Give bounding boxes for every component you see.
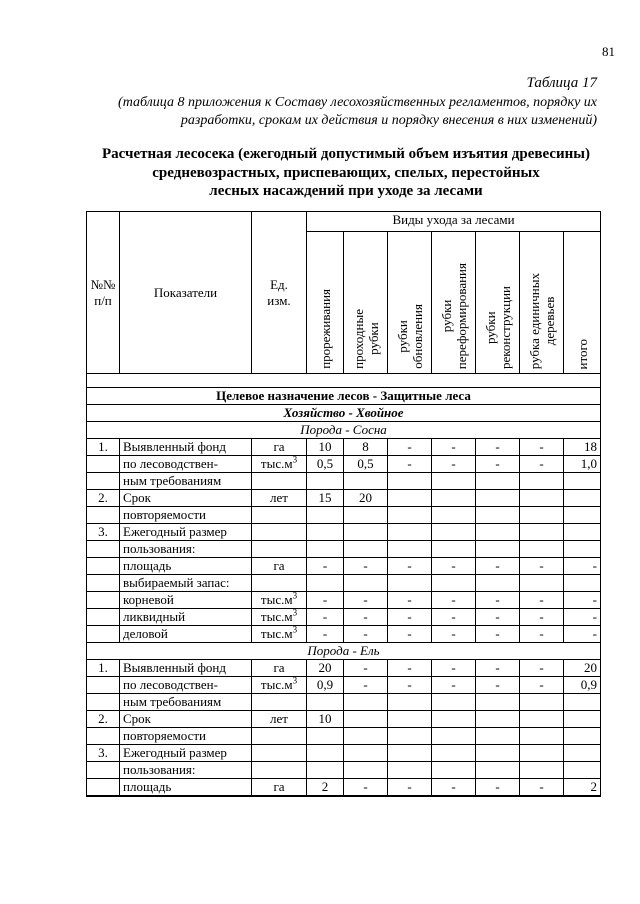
value-cell: - <box>344 558 388 575</box>
value-cell <box>520 524 564 541</box>
row-label: повторяемости <box>120 507 252 524</box>
value-cell <box>307 694 344 711</box>
row-unit <box>252 558 307 575</box>
value-cell: - <box>307 592 344 609</box>
empty-cell <box>307 796 344 797</box>
value-cell: 0,9 <box>307 677 344 694</box>
value-cell <box>476 524 520 541</box>
empty-row <box>87 796 601 797</box>
table-row <box>87 456 601 473</box>
row-label: площадь <box>120 558 252 575</box>
row-unit <box>252 575 307 592</box>
unit-text: га <box>273 558 285 573</box>
value-cell <box>520 490 564 507</box>
table-label: Таблица 17 <box>526 75 597 91</box>
value-cell <box>520 762 564 779</box>
row-number <box>87 728 120 745</box>
table-subtitle: (таблица 8 приложения к Составу лесохозяйственных регламентов, порядку их разработки, срокам их действия и порядку внесения в них изменений) <box>118 95 597 128</box>
table-row <box>87 728 601 745</box>
value-cell <box>307 728 344 745</box>
value-cell <box>307 473 344 490</box>
value-cell: - <box>520 609 564 626</box>
table-row <box>87 473 601 490</box>
row-number <box>87 558 120 575</box>
value-cell: - <box>476 609 520 626</box>
value-cell <box>432 541 476 558</box>
row-number <box>87 456 120 473</box>
value-cell <box>476 711 520 728</box>
row-number: 2. <box>87 711 120 728</box>
unit-text: га <box>273 779 285 794</box>
unit-superscript: 3 <box>292 625 298 635</box>
empty-cell <box>476 796 520 797</box>
table-row <box>87 762 601 779</box>
value-cell: - <box>520 779 564 796</box>
header-type: рубки обновления <box>388 232 432 374</box>
value-cell: - <box>432 660 476 677</box>
value-cell <box>520 745 564 762</box>
unit-superscript: 3 <box>292 608 298 618</box>
value-cell <box>476 541 520 558</box>
value-cell <box>520 473 564 490</box>
value-cell: 0,9 <box>564 677 601 694</box>
document-title <box>60 145 632 201</box>
value-cell: - <box>476 660 520 677</box>
value-cell <box>564 473 601 490</box>
row-unit <box>252 711 307 728</box>
row-unit <box>252 745 307 762</box>
value-cell <box>388 728 432 745</box>
header-indicator: Показатели <box>120 212 252 374</box>
value-cell <box>388 541 432 558</box>
value-cell: 2 <box>307 779 344 796</box>
value-cell <box>564 728 601 745</box>
table-row <box>87 575 601 592</box>
row-unit <box>252 473 307 490</box>
value-cell <box>520 575 564 592</box>
row-label: корневой <box>120 592 252 609</box>
row-label: Выявленный фонд <box>120 439 252 456</box>
row-unit <box>252 694 307 711</box>
value-cell <box>476 728 520 745</box>
value-cell <box>564 524 601 541</box>
title-line: лесных насаждений при уходе за лесами <box>209 183 483 199</box>
value-cell: - <box>344 592 388 609</box>
header-type: проходные рубки <box>344 232 388 374</box>
header-type: рубки переформирования <box>432 232 476 374</box>
value-cell <box>520 694 564 711</box>
value-cell: - <box>388 779 432 796</box>
value-cell <box>344 711 388 728</box>
header-care-types: Виды ухода за лесами <box>307 212 601 232</box>
value-cell: 10 <box>307 711 344 728</box>
unit-superscript: 3 <box>292 455 298 465</box>
empty-cell <box>432 796 476 797</box>
row-label: деловой <box>120 626 252 643</box>
row-unit <box>252 762 307 779</box>
row-number: 1. <box>87 660 120 677</box>
row-unit <box>252 524 307 541</box>
unit-text: га <box>273 660 285 675</box>
value-cell: 18 <box>564 439 601 456</box>
value-cell: - <box>432 439 476 456</box>
row-unit <box>252 728 307 745</box>
value-cell <box>432 694 476 711</box>
empty-cell <box>120 796 252 797</box>
value-cell <box>432 711 476 728</box>
value-cell <box>520 711 564 728</box>
value-cell: - <box>432 456 476 473</box>
table-row <box>87 507 601 524</box>
value-cell <box>476 694 520 711</box>
header-unit: Ед. изм. <box>252 212 307 374</box>
value-cell <box>388 507 432 524</box>
unit-text: тыс.м <box>260 626 293 641</box>
value-cell: - <box>476 592 520 609</box>
value-cell: 0,5 <box>307 456 344 473</box>
value-cell <box>344 473 388 490</box>
value-cell: - <box>520 439 564 456</box>
value-cell: - <box>564 592 601 609</box>
header-type: рубка единичных деревьев <box>520 232 564 374</box>
value-cell <box>564 575 601 592</box>
header-type: прореживания <box>307 232 344 374</box>
row-label: Срок <box>120 711 252 728</box>
row-unit <box>252 626 307 643</box>
value-cell: - <box>476 439 520 456</box>
row-number <box>87 762 120 779</box>
row-number <box>87 677 120 694</box>
row-unit <box>252 609 307 626</box>
value-cell: - <box>388 456 432 473</box>
value-cell <box>307 762 344 779</box>
value-cell: 8 <box>344 439 388 456</box>
row-label: Срок <box>120 490 252 507</box>
value-cell: - <box>307 609 344 626</box>
unit-text: тыс.м <box>260 456 293 471</box>
row-label: площадь <box>120 779 252 796</box>
value-cell: - <box>307 558 344 575</box>
row-number <box>87 473 120 490</box>
value-cell <box>476 575 520 592</box>
page-number: 81 <box>602 44 615 59</box>
header-num: №№ п/п <box>87 212 120 374</box>
value-cell: - <box>520 592 564 609</box>
value-cell: - <box>388 609 432 626</box>
value-cell: 10 <box>307 439 344 456</box>
empty-cell <box>564 796 601 797</box>
economy-title: Хозяйство - Хвойное <box>87 405 601 422</box>
value-cell: - <box>476 558 520 575</box>
value-cell: - <box>344 677 388 694</box>
value-cell <box>388 762 432 779</box>
row-number: 2. <box>87 490 120 507</box>
species-row: Порода - Сосна <box>87 422 601 439</box>
value-cell <box>520 507 564 524</box>
value-cell: - <box>520 677 564 694</box>
unit-text: лет <box>270 711 288 726</box>
table-row <box>87 524 601 541</box>
empty-cell <box>252 796 307 797</box>
value-cell: - <box>388 439 432 456</box>
row-unit <box>252 456 307 473</box>
value-cell: - <box>388 558 432 575</box>
value-cell <box>476 473 520 490</box>
table-row <box>87 660 601 677</box>
row-label: ликвидный <box>120 609 252 626</box>
value-cell: - <box>476 779 520 796</box>
row-unit <box>252 779 307 796</box>
value-cell <box>564 490 601 507</box>
row-label: выбираемый запас: <box>120 575 252 592</box>
table-row <box>87 779 601 796</box>
row-label: по лесоводствен- <box>120 456 252 473</box>
row-number <box>87 507 120 524</box>
row-number: 3. <box>87 745 120 762</box>
value-cell <box>307 541 344 558</box>
row-number <box>87 779 120 796</box>
table-row <box>87 745 601 762</box>
value-cell: - <box>388 626 432 643</box>
value-cell <box>344 745 388 762</box>
value-cell: - <box>520 456 564 473</box>
row-unit <box>252 541 307 558</box>
value-cell <box>564 541 601 558</box>
value-cell: - <box>344 779 388 796</box>
value-cell: - <box>344 660 388 677</box>
value-cell <box>344 728 388 745</box>
table-row <box>87 592 601 609</box>
value-cell: - <box>520 626 564 643</box>
value-cell: - <box>520 660 564 677</box>
row-number <box>87 626 120 643</box>
value-cell <box>432 728 476 745</box>
row-label: Выявленный фонд <box>120 660 252 677</box>
header-type: рубки реконструкции <box>476 232 520 374</box>
value-cell: - <box>388 677 432 694</box>
row-label: Ежегодный размер <box>120 745 252 762</box>
value-cell <box>476 745 520 762</box>
value-cell <box>388 694 432 711</box>
value-cell <box>564 762 601 779</box>
value-cell <box>564 745 601 762</box>
value-cell: - <box>307 626 344 643</box>
row-label: Ежегодный размер <box>120 524 252 541</box>
value-cell: - <box>564 626 601 643</box>
title-line: Расчетная лесосека (ежегодный допустимый объем изъятия древесины) <box>101 146 590 162</box>
table-row <box>87 558 601 575</box>
value-cell <box>432 490 476 507</box>
value-cell: 20 <box>307 660 344 677</box>
value-cell <box>564 694 601 711</box>
value-cell: - <box>388 660 432 677</box>
value-cell: 20 <box>344 490 388 507</box>
value-cell: 1,0 <box>564 456 601 473</box>
unit-text: лет <box>270 490 288 505</box>
header-type: итого <box>564 232 601 374</box>
value-cell <box>564 507 601 524</box>
value-cell <box>307 575 344 592</box>
row-label: ным требованиям <box>120 473 252 490</box>
row-unit <box>252 660 307 677</box>
value-cell <box>344 762 388 779</box>
row-number: 3. <box>87 524 120 541</box>
unit-text: тыс.м <box>260 609 293 624</box>
table-row <box>87 490 601 507</box>
value-cell: 0,5 <box>344 456 388 473</box>
value-cell <box>520 541 564 558</box>
value-cell <box>432 473 476 490</box>
row-label: пользования: <box>120 762 252 779</box>
value-cell: - <box>432 592 476 609</box>
value-cell: - <box>432 609 476 626</box>
value-cell <box>520 728 564 745</box>
spacer-row <box>87 374 601 388</box>
allowable-cut-table <box>86 211 601 797</box>
empty-cell <box>87 796 120 797</box>
empty-cell <box>520 796 564 797</box>
row-unit <box>252 439 307 456</box>
row-number: 1. <box>87 439 120 456</box>
title-line: средневозрастных, приспевающих, спелых, перестойных <box>152 164 540 181</box>
value-cell: - <box>344 609 388 626</box>
row-unit <box>252 490 307 507</box>
value-cell: 2 <box>564 779 601 796</box>
unit-superscript: 3 <box>292 591 298 601</box>
value-cell <box>344 541 388 558</box>
table-row <box>87 609 601 626</box>
value-cell <box>432 745 476 762</box>
value-cell <box>432 524 476 541</box>
value-cell <box>307 745 344 762</box>
value-cell: - <box>564 558 601 575</box>
value-cell: - <box>476 677 520 694</box>
value-cell: - <box>432 779 476 796</box>
value-cell: - <box>388 592 432 609</box>
value-cell <box>388 575 432 592</box>
value-cell: - <box>476 456 520 473</box>
empty-cell <box>388 796 432 797</box>
value-cell <box>388 524 432 541</box>
value-cell: - <box>432 626 476 643</box>
row-unit <box>252 592 307 609</box>
value-cell <box>476 507 520 524</box>
row-label: пользования: <box>120 541 252 558</box>
value-cell <box>388 745 432 762</box>
value-cell <box>344 507 388 524</box>
value-cell <box>432 507 476 524</box>
table-row <box>87 711 601 728</box>
value-cell <box>344 575 388 592</box>
value-cell <box>344 694 388 711</box>
table-row <box>87 439 601 456</box>
value-cell <box>432 762 476 779</box>
species-row: Порода - Ель <box>87 643 601 660</box>
value-cell: - <box>564 609 601 626</box>
value-cell <box>476 762 520 779</box>
table-row <box>87 677 601 694</box>
value-cell <box>344 524 388 541</box>
value-cell <box>307 524 344 541</box>
value-cell: - <box>520 558 564 575</box>
row-number <box>87 694 120 711</box>
row-label: ным требованиям <box>120 694 252 711</box>
empty-cell <box>344 796 388 797</box>
value-cell <box>388 490 432 507</box>
table-row <box>87 694 601 711</box>
section-title: Целевое назначение лесов - Защитные леса <box>87 388 601 405</box>
value-cell: - <box>344 626 388 643</box>
row-unit <box>252 507 307 524</box>
value-cell <box>432 575 476 592</box>
unit-text: тыс.м <box>260 592 293 607</box>
value-cell <box>388 473 432 490</box>
value-cell: - <box>432 677 476 694</box>
table-row <box>87 541 601 558</box>
unit-text: га <box>273 439 285 454</box>
row-unit <box>252 677 307 694</box>
unit-text: тыс.м <box>260 677 293 692</box>
row-number <box>87 609 120 626</box>
row-label: повторяемости <box>120 728 252 745</box>
table-row <box>87 626 601 643</box>
value-cell: 15 <box>307 490 344 507</box>
value-cell: - <box>432 558 476 575</box>
value-cell <box>388 711 432 728</box>
unit-superscript: 3 <box>292 676 298 686</box>
row-number <box>87 575 120 592</box>
value-cell: 20 <box>564 660 601 677</box>
row-label: по лесоводствен- <box>120 677 252 694</box>
value-cell <box>476 490 520 507</box>
value-cell: - <box>476 626 520 643</box>
row-number <box>87 592 120 609</box>
value-cell <box>307 507 344 524</box>
row-number <box>87 541 120 558</box>
value-cell <box>564 711 601 728</box>
